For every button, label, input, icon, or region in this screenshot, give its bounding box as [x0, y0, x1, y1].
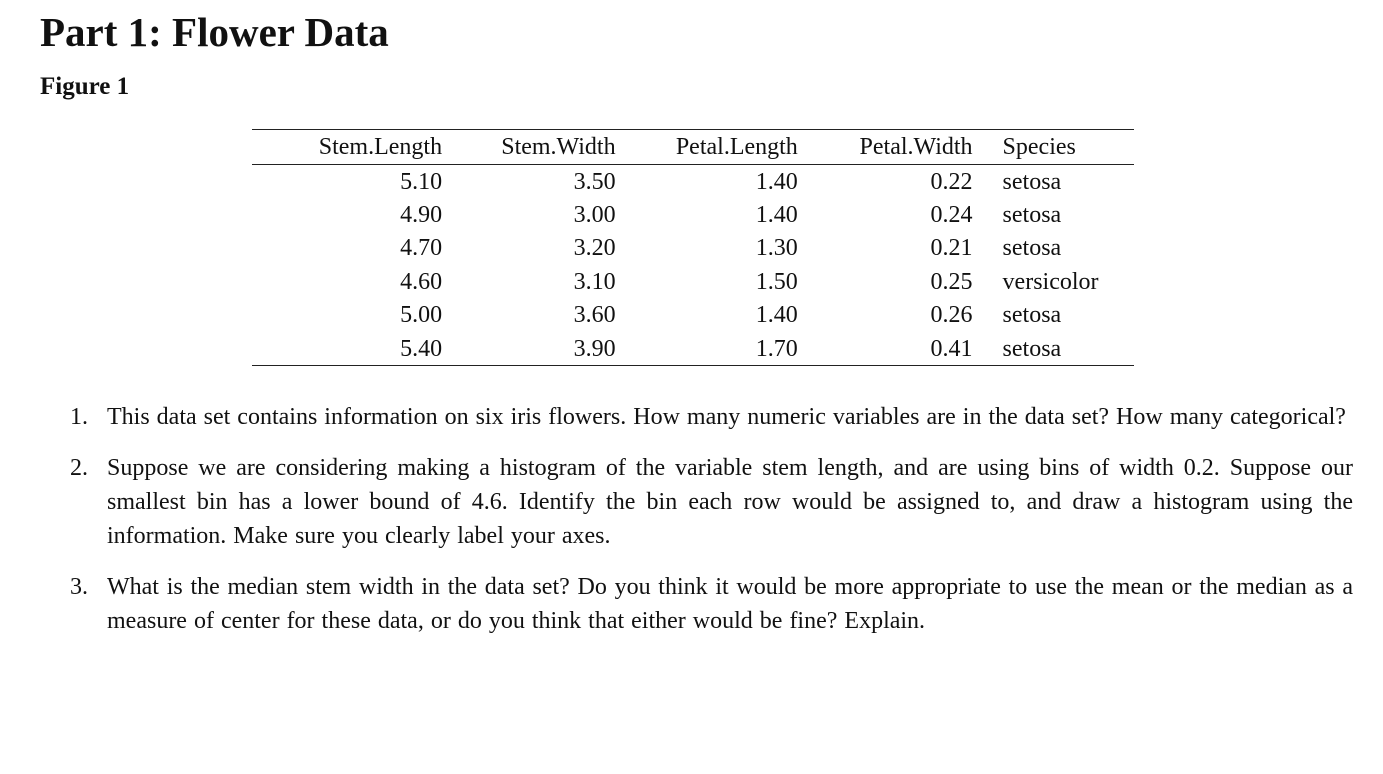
cell-petal-length: 1.40 [755, 168, 798, 195]
cell-petal-width: 0.25 [930, 268, 973, 295]
table-row [252, 265, 1134, 298]
cell-petal-length: 1.70 [755, 335, 798, 362]
cell-species: setosa [1002, 202, 1062, 229]
table-header-row [252, 130, 1134, 165]
column-header-stem-width: Stem.Width [456, 130, 630, 165]
cell-species: versicolor [1002, 268, 1099, 295]
page-title: Part 1: Flower Data [40, 9, 389, 55]
question-list [70, 400, 1353, 655]
column-header-petal-length: Petal.Length [630, 130, 812, 165]
figure-label: Figure 1 [40, 73, 130, 100]
cell-stem-length: 4.70 [400, 235, 443, 262]
cell-species: setosa [1002, 168, 1062, 195]
cell-petal-width: 0.41 [930, 335, 973, 362]
cell-petal-width: 0.24 [930, 202, 973, 229]
cell-stem-width: 3.20 [573, 235, 616, 262]
table-row [252, 299, 1134, 332]
question-text: This data set contains information on six iris flowers. How many numeric variables are in the data set? How many categorical? [107, 404, 1346, 430]
cell-species: setosa [1002, 235, 1062, 262]
cell-species: setosa [1002, 302, 1062, 329]
table-body [252, 165, 1134, 366]
cell-species: setosa [1002, 335, 1062, 362]
cell-petal-width: 0.22 [930, 168, 973, 195]
table-row [252, 165, 1134, 199]
table-row [252, 232, 1134, 265]
column-header-petal-width: Petal.Width [812, 130, 989, 165]
question-item [70, 400, 1353, 434]
table-header [252, 130, 1134, 165]
question-text: Suppose we are considering making a histogram of the variable stem length, and are using bins of width 0.2. Suppose our smallest bin has a lower bound of 4.6. Identify the bin each row would be assigned to, and draw a histogram using the information. Make sure you clearly label your axes. [107, 455, 1353, 549]
cell-stem-width: 3.00 [573, 202, 616, 229]
question-number: 1. [70, 404, 88, 430]
cell-petal-length: 1.50 [755, 268, 798, 295]
cell-stem-width: 3.50 [573, 168, 616, 195]
cell-stem-length: 4.90 [400, 202, 443, 229]
column-header-species: Species [989, 130, 1134, 165]
cell-stem-width: 3.10 [573, 268, 616, 295]
question-item [70, 570, 1353, 638]
table-row [252, 198, 1134, 231]
question-text: What is the median stem width in the data set? Do you think it would be more appropriate to use the mean or the median as a measure of center for these data, or do you think that either would be fine? Explain. [107, 574, 1353, 634]
cell-stem-width: 3.60 [573, 302, 616, 329]
column-header-stem-length: Stem.Length [252, 130, 456, 165]
question-number: 2. [70, 455, 88, 481]
question-item [70, 451, 1353, 553]
table-row [252, 332, 1134, 366]
cell-petal-length: 1.40 [755, 302, 798, 329]
cell-stem-length: 5.40 [400, 335, 443, 362]
cell-stem-width: 3.90 [573, 335, 616, 362]
cell-stem-length: 5.10 [400, 168, 443, 195]
question-number: 3. [70, 574, 88, 600]
flower-data-table [252, 129, 1134, 366]
cell-petal-width: 0.21 [930, 235, 973, 262]
cell-petal-width: 0.26 [930, 302, 973, 329]
cell-stem-length: 4.60 [400, 268, 443, 295]
cell-petal-length: 1.40 [755, 202, 798, 229]
cell-petal-length: 1.30 [755, 235, 798, 262]
cell-stem-length: 5.00 [400, 302, 443, 329]
